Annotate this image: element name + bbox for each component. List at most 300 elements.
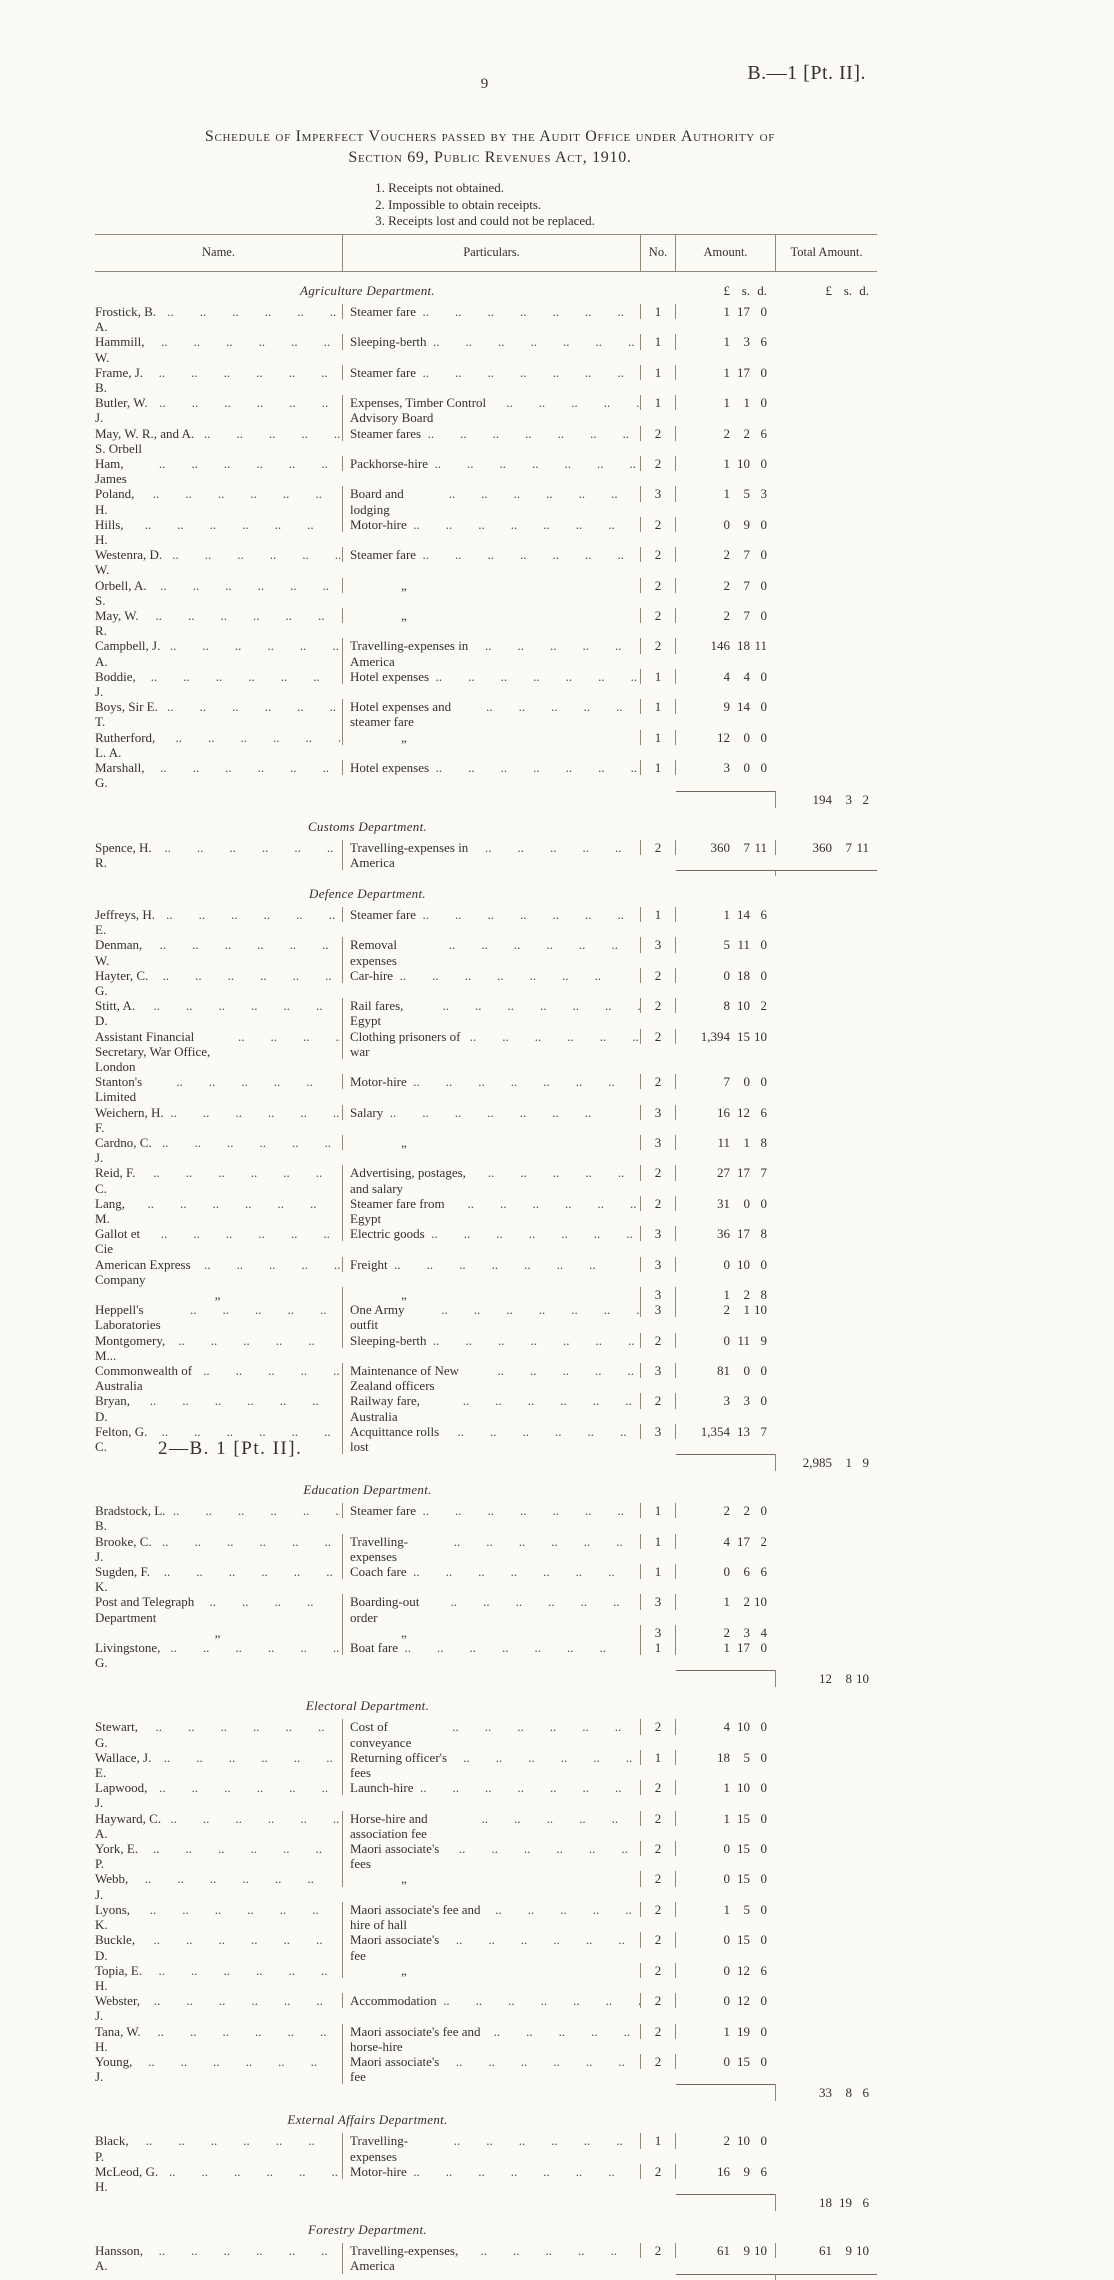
notes-list	[375, 180, 595, 230]
name-cell	[95, 2133, 342, 2163]
amount-cell-d: 0	[760, 668, 767, 684]
particulars-cell	[342, 426, 640, 441]
particulars-cell-text: Steamer fare	[350, 1503, 417, 1519]
particulars-cell-text: Maori associate's fee	[350, 2053, 440, 2085]
leader-dots	[463, 1029, 640, 1059]
amount-cell-s: 15	[737, 1932, 750, 1948]
name-cell-text: Lang, M.	[95, 1195, 125, 1226]
amount-cell-s: 18	[737, 638, 750, 654]
table-row	[95, 578, 877, 608]
no-cell: 2	[640, 1963, 676, 1978]
name-cell-text: Denman, W.	[95, 937, 143, 968]
no-cell: 3	[640, 1625, 676, 1640]
particulars-cell-text: Car-hire	[350, 967, 394, 983]
section-total-row	[95, 1670, 877, 1687]
particulars-cell-text: Steamer fare from Egypt	[350, 1195, 445, 1226]
table-row	[95, 2024, 877, 2054]
amount-cell-s: 17	[737, 1226, 750, 1242]
amount-cell-s: 5	[743, 1749, 750, 1765]
amount-cell	[676, 1719, 775, 1734]
leader-dots	[162, 2164, 340, 2194]
amount-cell-d: 0	[760, 1932, 767, 1948]
amount-cell-l: 12	[717, 729, 730, 745]
amount-cell-d: 0	[760, 729, 767, 745]
leader-dots	[407, 2164, 640, 2179]
section-total-d: 9	[862, 1455, 869, 1471]
leader-dots	[163, 638, 340, 668]
department-row	[95, 819, 877, 835]
name-cell-text: Assistant Financial Secretary, War Office, London	[95, 1028, 211, 1074]
particulars-cell	[342, 486, 640, 516]
amount-cell	[676, 638, 775, 653]
amount-cell-s: 10	[737, 998, 750, 1014]
name-cell-text: Spence, H. R.	[95, 839, 152, 870]
particulars-cell	[342, 2024, 640, 2054]
name-cell	[95, 998, 342, 1028]
leader-dots	[414, 1780, 640, 1795]
table-row	[95, 1196, 877, 1226]
particulars-cell	[342, 669, 640, 684]
amount-cell	[676, 1196, 775, 1211]
name-cell	[95, 1074, 342, 1104]
name-cell-text: Hills, H.	[95, 516, 124, 548]
table-row	[95, 1165, 877, 1195]
particulars-cell-text: Returning officer's fees	[350, 1749, 448, 1781]
particulars-cell-text: Maori associate's fees	[350, 1841, 440, 1872]
amount-cell-s: 4	[743, 668, 750, 684]
table-row	[95, 1993, 877, 2023]
leader-dots	[437, 1993, 640, 2008]
particulars-cell	[342, 638, 640, 668]
no-cell: 3	[640, 1226, 676, 1241]
sum-rule-row	[95, 2274, 877, 2279]
name-cell	[95, 304, 342, 334]
amount-cell-s: 14	[737, 699, 750, 715]
name-cell-text: Commonwealth of Australia	[95, 1363, 193, 1394]
amount-cell-s: 5	[743, 1901, 750, 1917]
section-total-row	[95, 2194, 877, 2211]
amount-cell-l: 2	[723, 608, 730, 624]
amount-cell-l: 1,354	[700, 1423, 730, 1439]
amount-cell-l: 1,394	[700, 1028, 730, 1044]
name-cell-text: Westenra, D. W.	[95, 547, 163, 578]
no-cell: 2	[640, 998, 676, 1013]
leader-dots	[456, 1393, 640, 1423]
name-cell	[95, 1625, 342, 1640]
no-cell: 2	[640, 840, 676, 855]
leader-dots	[383, 1105, 640, 1120]
leader-dots	[160, 907, 340, 937]
section-total	[775, 1670, 877, 1687]
table-row	[95, 699, 877, 729]
table-row	[95, 456, 877, 486]
amount-cell-l: 5	[723, 937, 730, 953]
amount-sum-line	[676, 2194, 775, 2195]
particulars-cell-text: „	[401, 1624, 407, 1640]
total-cell	[775, 2243, 877, 2258]
particulars-cell-text: Railway fare, Australia	[350, 1393, 421, 1424]
particulars-cell	[342, 2054, 640, 2084]
particulars-cell	[342, 1932, 640, 1962]
table-row	[95, 1811, 877, 1841]
name-cell	[95, 1302, 342, 1332]
total-cell-s: 7	[845, 839, 852, 855]
department-title: Electoral Department.	[305, 1698, 430, 1714]
department-row	[95, 1698, 877, 1714]
amount-cell	[676, 1640, 775, 1655]
name-cell	[95, 1932, 342, 1962]
department-row	[95, 1482, 877, 1498]
name-cell-text: Young, J.	[95, 2053, 133, 2085]
leader-dots	[197, 1363, 340, 1393]
voucher-table	[95, 234, 877, 2279]
currency-header-amount-d: d.	[757, 283, 767, 298]
amount-cell	[676, 1226, 775, 1241]
amount-cell	[676, 365, 775, 380]
table-row	[95, 1594, 877, 1624]
amount-sum-line	[676, 1670, 775, 1671]
amount-cell	[676, 968, 775, 983]
amount-cell	[676, 2024, 775, 2039]
leader-dots	[451, 1424, 640, 1454]
particulars-cell-text: Removal expenses	[350, 937, 397, 968]
name-cell	[95, 547, 342, 577]
name-cell-text: Hammill, W.	[95, 334, 145, 365]
amount-cell	[676, 1393, 775, 1408]
name-cell	[95, 638, 342, 668]
no-cell: 2	[640, 2164, 676, 2179]
table-row	[95, 426, 877, 456]
table-row	[95, 1625, 877, 1640]
name-cell-text: York, E. P.	[95, 1841, 139, 1872]
section-total-l: 2,985	[802, 1455, 832, 1471]
name-cell-text: Sugden, F. K.	[95, 1564, 150, 1595]
no-cell: 2	[640, 638, 676, 653]
no-cell: 3	[640, 1302, 676, 1317]
table-row	[95, 1932, 877, 1962]
table-row	[95, 1029, 877, 1075]
table-row	[95, 334, 877, 364]
amount-cell-l: 1	[723, 334, 730, 350]
particulars-cell-text: Expenses, Timber Control Advisory Board	[350, 395, 487, 426]
no-cell: 2	[640, 547, 676, 562]
particulars-cell-text: Sleeping-berth	[350, 1332, 427, 1348]
currency-header-total-d: d.	[859, 283, 869, 298]
particulars-cell	[342, 2133, 640, 2163]
leader-dots	[421, 426, 640, 441]
name-cell	[95, 1902, 342, 1932]
particulars-cell	[342, 1424, 640, 1454]
name-cell-text: Brooke, C. J.	[95, 1533, 152, 1564]
name-cell	[95, 1105, 342, 1135]
particulars-cell	[342, 998, 640, 1028]
name-cell	[95, 456, 342, 486]
leader-dots	[388, 1257, 640, 1272]
particulars-cell	[342, 1393, 640, 1423]
leader-dots	[449, 1932, 640, 1962]
amount-cell	[676, 1871, 775, 1886]
leader-dots	[152, 365, 340, 395]
particulars-cell-text: Maori associate's fee and horse-hire	[350, 2023, 481, 2054]
leader-dots	[156, 1135, 340, 1165]
amount-cell-l: 0	[723, 1256, 730, 1272]
note-item: 2. Impossible to obtain receipts.	[375, 196, 542, 212]
page-footer: 2—B. 1 [Pt. II].	[158, 1438, 303, 1459]
amount-cell-d: 10	[754, 2243, 767, 2259]
amount-cell-s: 2	[743, 1286, 750, 1302]
amount-cell-l: 3	[723, 760, 730, 776]
leader-dots	[143, 1902, 340, 1932]
leader-dots	[197, 426, 340, 456]
particulars-cell	[342, 1196, 640, 1226]
leader-dots	[156, 1534, 340, 1564]
amount-cell-d: 0	[760, 699, 767, 715]
sum-rule-row	[95, 870, 877, 875]
name-cell	[95, 2054, 342, 2084]
particulars-cell-text: Hotel expenses	[350, 760, 430, 776]
amount-cell-s: 15	[737, 2053, 750, 2069]
particulars-cell-text: Maori associate's fee and hire of hall	[350, 1901, 481, 1933]
leader-dots	[169, 730, 340, 760]
name-cell	[95, 1333, 342, 1363]
amount-cell-d: 9	[760, 1332, 767, 1348]
name-cell	[95, 1135, 342, 1165]
no-cell: 1	[640, 730, 676, 745]
name-cell	[95, 486, 342, 516]
amount-cell-l: 146	[710, 638, 730, 654]
particulars-cell	[342, 1333, 640, 1348]
particulars-cell-text: Boat fare	[350, 1640, 399, 1656]
amount-cell	[676, 1302, 775, 1317]
no-cell: 1	[640, 1534, 676, 1549]
leader-dots	[147, 1165, 340, 1195]
table-row	[95, 1287, 877, 1302]
section-total	[775, 1454, 877, 1471]
name-cell	[95, 1503, 342, 1533]
amount-cell-d: 10	[754, 1302, 767, 1318]
department-title: Defence Department.	[309, 885, 426, 901]
name-cell-text: Hayter, C. G.	[95, 967, 149, 998]
particulars-cell	[342, 1811, 640, 1841]
name-cell-text: Frame, J. B.	[95, 364, 144, 396]
particulars-cell	[342, 840, 640, 870]
leader-dots	[170, 1074, 340, 1104]
table-row	[95, 1640, 877, 1670]
no-cell: 2	[640, 1196, 676, 1211]
table-row	[95, 1302, 877, 1332]
leader-dots	[183, 1302, 340, 1332]
amount-cell-d: 0	[760, 1640, 767, 1656]
particulars-cell-text: Travelling-expenses	[350, 1533, 409, 1564]
name-cell-text: Reid, F. C.	[95, 1165, 136, 1196]
name-cell-text: Felton, G. C.	[95, 1423, 148, 1455]
no-cell: 2	[640, 1333, 676, 1348]
name-cell-text: „	[214, 1624, 221, 1640]
leader-dots	[157, 1564, 340, 1594]
section-total-row	[95, 2084, 877, 2101]
no-cell: 2	[640, 517, 676, 532]
particulars-cell-text: „	[401, 1286, 407, 1302]
name-cell	[95, 1750, 342, 1780]
amount-cell-s: 1	[743, 1134, 750, 1150]
currency-header-amount	[676, 283, 775, 299]
name-cell	[95, 2164, 342, 2194]
particulars-cell	[342, 937, 640, 967]
particulars-cell-text: Acquittance rolls lost	[350, 1423, 440, 1455]
amount-cell-d: 7	[760, 1423, 767, 1439]
leader-dots	[429, 760, 640, 775]
name-cell	[95, 1963, 342, 1993]
leader-dots	[147, 998, 340, 1028]
name-cell	[95, 760, 342, 790]
particulars-cell-text: Accommodation	[350, 1993, 437, 2009]
no-cell: 2	[640, 1165, 676, 1180]
amount-cell-s: 0	[743, 1195, 750, 1211]
name-cell-text: Bryan, D.	[95, 1393, 131, 1424]
amount-cell	[676, 840, 775, 855]
total-cell-l: 61	[819, 2243, 832, 2259]
particulars-cell-text: Steamer fare	[350, 364, 417, 380]
leader-dots	[416, 547, 640, 562]
name-cell	[95, 1780, 342, 1810]
section-total-s: 3	[845, 791, 852, 807]
rule-amount	[676, 2274, 775, 2280]
name-cell-text: Boys, Sir E. T.	[95, 699, 158, 730]
no-cell: 1	[640, 669, 676, 684]
no-cell: 3	[640, 1135, 676, 1150]
name-cell-text: Cardno, C. J.	[95, 1134, 152, 1166]
amount-cell-l: 81	[717, 1363, 730, 1378]
particulars-cell-text: Motor-hire	[350, 516, 407, 532]
amount-cell-s: 3	[743, 1624, 750, 1640]
no-cell: 1	[640, 907, 676, 922]
particulars-cell-text: Travelling-expenses in America	[350, 839, 469, 870]
amount-cell-l: 1	[723, 1780, 730, 1796]
no-cell: 2	[640, 426, 676, 441]
amount-cell-s: 7	[743, 547, 750, 563]
particulars-cell-text: „	[401, 1871, 407, 1887]
leader-dots	[435, 1302, 640, 1332]
leader-dots	[489, 1902, 640, 1932]
name-cell	[95, 1841, 342, 1871]
amount-cell-d: 0	[760, 1993, 767, 2009]
amount-cell	[676, 1287, 775, 1302]
table-row	[95, 1135, 877, 1165]
name-cell-text: May, W. R.	[95, 608, 139, 639]
particulars-cell-text: Maori associate's fee	[350, 1932, 440, 1963]
amount-cell-d: 0	[760, 1719, 767, 1735]
amount-cell-l: 1	[723, 364, 730, 380]
department-row	[95, 283, 877, 299]
amount-cell	[676, 1594, 775, 1609]
leader-dots	[429, 669, 640, 684]
table-row	[95, 1363, 877, 1393]
particulars-cell-text: Steamer fare	[350, 906, 417, 922]
leader-dots	[161, 699, 340, 729]
table-body	[95, 283, 877, 2279]
amount-cell	[676, 395, 775, 410]
amount-cell	[676, 669, 775, 684]
no-cell: 3	[640, 1257, 676, 1272]
section-total-row	[95, 791, 877, 808]
leader-dots	[146, 486, 340, 516]
amount-cell-s: 10	[737, 1719, 750, 1735]
table-row	[95, 365, 877, 395]
amount-cell-s: 12	[737, 1993, 750, 2009]
amount-cell	[676, 1534, 775, 1549]
name-cell	[95, 1564, 342, 1594]
amount-cell	[676, 907, 775, 922]
leader-dots	[491, 1363, 640, 1393]
no-cell: 2	[640, 578, 676, 593]
name-cell	[95, 840, 342, 870]
department-title: Forestry Department.	[308, 2222, 427, 2238]
amount-cell-l: 1	[723, 456, 730, 472]
amount-cell-d: 6	[760, 2163, 767, 2179]
amount-cell-d: 6	[760, 334, 767, 350]
amount-cell-s: 18	[737, 967, 750, 983]
no-cell: 3	[640, 1594, 676, 1609]
leader-dots	[141, 1196, 340, 1226]
particulars-cell-text: Travelling-expenses	[350, 2133, 409, 2164]
particulars-cell	[342, 1287, 640, 1302]
rule-total	[775, 2274, 877, 2280]
table-row	[95, 1750, 877, 1780]
particulars-cell-text: One Army outfit	[350, 1302, 405, 1333]
table-header-row	[95, 234, 877, 272]
amount-cell-d: 0	[760, 2023, 767, 2039]
table-row	[95, 304, 877, 334]
particulars-cell	[342, 304, 640, 319]
particulars-cell	[342, 699, 640, 729]
no-cell: 2	[640, 608, 676, 623]
amount-cell	[676, 1932, 775, 1947]
section-total-d: 10	[856, 1671, 869, 1687]
amount-cell-l: 0	[723, 1332, 730, 1348]
total-cell-d: 10	[856, 2243, 869, 2259]
amount-cell-s: 15	[737, 1810, 750, 1826]
amount-cell-l: 9	[723, 699, 730, 715]
name-cell	[95, 907, 342, 937]
table-row	[95, 608, 877, 638]
table-row	[95, 1564, 877, 1594]
name-cell-text: Post and Telegraph Department	[95, 1594, 195, 1625]
amount-cell-d: 0	[760, 1871, 767, 1887]
amount-cell-d: 0	[760, 1363, 767, 1378]
amount-cell-l: 1	[723, 395, 730, 411]
particulars-cell-text: Coach fare	[350, 1564, 407, 1580]
no-cell: 3	[640, 1287, 676, 1302]
amount-cell-s: 9	[743, 2243, 750, 2259]
leader-dots	[147, 1932, 340, 1962]
amount-cell-l: 8	[723, 998, 730, 1014]
leader-dots	[446, 1719, 640, 1749]
amount-cell-d: 6	[760, 1104, 767, 1120]
name-cell-text: Weichern, H. F.	[95, 1104, 164, 1135]
amount-cell-d: 0	[760, 1195, 767, 1211]
section-total-l: 18	[819, 2195, 832, 2211]
leader-dots	[164, 1640, 340, 1670]
amount-cell-d: 0	[760, 547, 767, 563]
amount-cell	[676, 1165, 775, 1180]
amount-cell-s: 13	[737, 1423, 750, 1439]
particulars-cell	[342, 1594, 640, 1624]
leader-dots	[149, 1719, 340, 1749]
section-total	[775, 791, 877, 808]
leader-dots	[481, 1165, 640, 1195]
name-cell	[95, 395, 342, 425]
amount-cell-l: 16	[717, 1104, 730, 1120]
